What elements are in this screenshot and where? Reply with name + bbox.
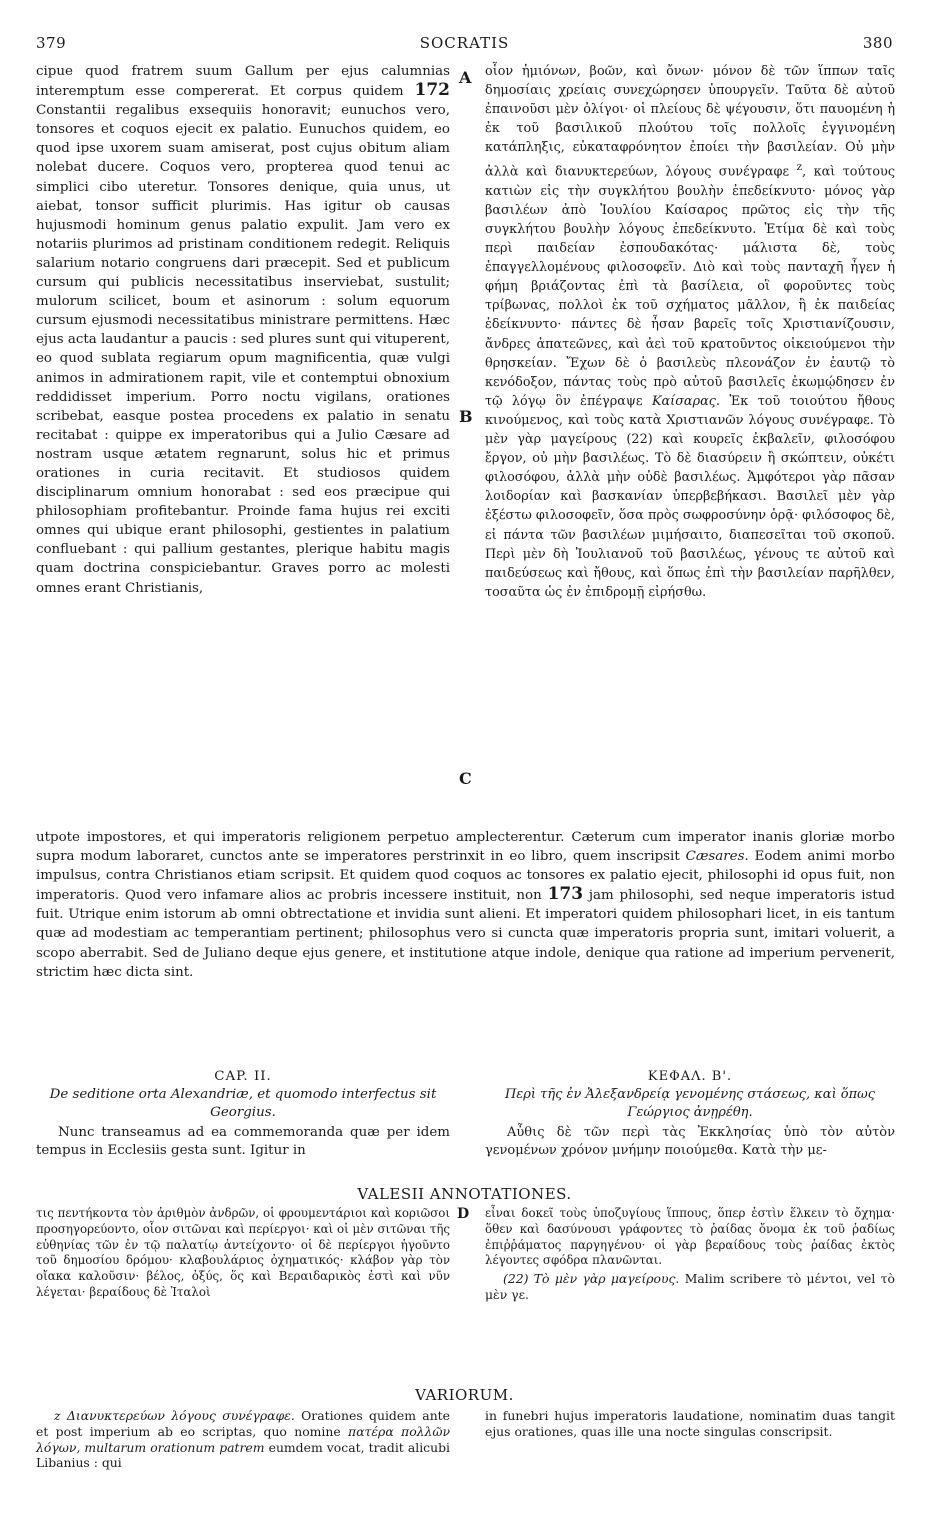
valesii-right: εἶναι δοκεῖ τοὺς ὑποζυγίους ἵππους, ὅπερ ἐστὶν ἕλκειν τὸ ὄχημα· ὅθεν καὶ δασύνουσι γράφοντες τὸ ῥαίδας ὄνομα ἐκ τοῦ ῥαδίως ἐπιῤῥάματος παργηγένου· οἱ γὰρ βεραίδους τοὺς ῥαίδας ἐκτὸς λέγοντες σφόδρα πλανῶνται. (22) Τὸ μὲν γὰρ μαγείρους. Malim scribere τὸ μέντοι, vel τὸ μὲν γε. bbox=[485, 1206, 895, 1302]
latin-title-caesares: Cæsares bbox=[685, 849, 745, 865]
page-header bbox=[36, 34, 893, 56]
chapter-greek bbox=[485, 1068, 895, 1160]
running-title: SOCRATIS bbox=[419, 34, 510, 52]
variorum-left: z Διανυκτερεύων λόγους συνέγραφε. Orationes quidem ante et post imperium ab eo scriptas, quo nomine πατέρα πολλῶν λόγων, multarum orationum patrem eumdem vocat, tradit alicubi Libanius : qui bbox=[36, 1408, 451, 1471]
valesii-left: τις πεντήκοντα τὸν ἀριθμὸν ἀνδρῶν, οἱ φρουμεντάριοι καὶ κοριῶσοι προσηγορεύοντο, οἷον σιτῶναι καὶ περίεργοι· καὶ οἱ μὲν σιτῶναι τῆς εὐθηνίας τῶν ἐν τῷ παλατίῳ ἀντείχοντο· οἱ δὲ περίεργοι ἡγοῦντο τοῦ δημοσίου δρόμου· κλαβουλάριος ὀχηματικός· κλάβον γὰρ τὸν οἴακα καλοῦσιν· βέλος, ὀξύς, ὅς καὶ Βεραιδαρικὸς ἐστὶ καὶ νῦν λέγεται· βεραίδους δὲ Ἰταλοὶ bbox=[36, 1206, 450, 1299]
chapter-subtitle-latin: De seditione orta Alexandriæ, et quomodo interfectus sit Georgius. bbox=[49, 1087, 437, 1120]
marker-d: D bbox=[457, 1206, 470, 1222]
chapter-title-latin: CAP. II. bbox=[214, 1069, 272, 1084]
right-page-number: 380 bbox=[862, 34, 893, 52]
left-page-number: 379 bbox=[36, 34, 67, 52]
variorum-right: in funebri hujus imperatoris laudatione, nominatim duas tangit ejus orationes, quas ille una nocte singulas conscripsit. bbox=[485, 1408, 895, 1439]
chapter-subtitle-greek: Περὶ τῆς ἐν Ἀλεξανδρείᾳ γενομένης στάσεως, καὶ ὅπως Γεώργιος ἀνῃρέθη. bbox=[504, 1087, 876, 1120]
chapter-title-greek: ΚΕΦΑΛ. Β'. bbox=[647, 1069, 733, 1084]
marginal-number-173: 173 bbox=[547, 884, 584, 905]
latin-paragraph: cipue quod fratrem suum Gallum per ejus calumnias interemptum esse compererat. Et corpus quidem 172 Constantii regalibus exsequiis honoravit; eunuchos vero, tonsores et coquos ejecit ex palatio. Eunuchos quidem, eo quod ipse uxorem suam amiserat, post cujus obitum aliam nolebat ducere. Coquos vero, propterea quod tenui ac simplici cibo uteretur. Tonsores denique, quia unus, ut aiebat, tonsor sufficit plurimis. Has igitur ob causas hujusmodi hominum genus palatio expulit. Jam vero ex notariis plurimos ad pristinam conditionem redegit. Reliquis salarium notario congruens dari præcepit. Sed et publicum cursum qui publicis necessitatibus inserviebat, sustulit; mulorum scilicet, boum et asinorum : solum equorum cursum ejusmodi necessitatibus ministrare permittens. Hæc ejus acta laudantur a paucis : sed plures sunt qui vituperent, eo quod sublata regiarum opum magnificentia, quæ vulgi animos in admirationem rapit, vile et contemptui obnoxium reddidisset imperium. Porro noctu vigilans, orationes scribebat, easque postea procedens ex palatio in senatu recitabat : quippe ex imperatoribus qui a Julio Cæsare ad nostram usque ætatem regnarunt, solus hic et primus orationes in curia recitavit. Et studiosos quidem disciplinarum omnium honorabat : sed eos præcipue qui philosophiam profitebantur. Proinde fama hujus rei exciti omnes qui ubique erant philosophi, gestientes in palatium confluebant : qui pallium gestantes, plerique habitu magis quam doctrina conspiciebantur. Graves porro ac molesti omnes erant Christianis, bbox=[36, 64, 450, 596]
latin-wide-paragraph: utpote impostores, et qui imperatoris religionem perpetuo amplecterentur. Cæterum cum imperator inanis gloriæ morbo supra modum laboraret, cunctos ante se imperatores perstrinxit in eo libro, quem inscripsit Cæsares. Eodem animi morbo impulsus, contra Christianos etiam scripsit. Et quidem quod coquos ac tonsores ex palatio ejecit, philosophi id opus fuit, non imperatoris. Quod vero infamare alios ac probris incessere instituit, non 173 jam philosophi, sed neque imperatoris istud fuit. Utrique enim istorum ab omni obtrectatione et invidia sunt alieni. Et imperatori quidem philosophari licet, in eis tantum quæ ad modestiam ac temperantiam pertinent; philosophus vero si cuncta quæ imperatoris propria sunt, imitari voluerit, a scopo aberrabit. Sed de Juliano deque ejus genere, et institutione atque indole, denique qua ratione ad imperium pervenerit, strictim hæc dicta sint. bbox=[36, 830, 895, 980]
greek-column-main bbox=[485, 62, 895, 602]
marker-a: A bbox=[459, 68, 472, 87]
chapter-body-latin: Nunc transeamus ad ea commemoranda quæ per idem tempus in Ecclesiis gesta sunt. Igitur in bbox=[36, 1125, 450, 1158]
marker-b: B bbox=[459, 407, 473, 426]
latin-column-main bbox=[36, 62, 450, 598]
valesii-title: VALESII ANNOTATIONES. bbox=[357, 1185, 572, 1203]
greek-title-caesares: Καίσαρας bbox=[651, 393, 716, 409]
variorum-title: VARIORUM. bbox=[415, 1386, 514, 1404]
footnote-22: (22) Τὸ μὲν γὰρ μαγείρους. Malim scribere τὸ μέντοι, vel τὸ μὲν γε. bbox=[485, 1271, 895, 1302]
chapter-latin bbox=[36, 1068, 450, 1160]
marginal-number-172: 172 bbox=[414, 80, 450, 101]
marker-c: C bbox=[459, 769, 472, 788]
footnote-ref-z: z bbox=[796, 160, 803, 174]
greek-paragraph: οἷον ἡμιόνων, βοῶν, καὶ ὄνων· μόνον δὲ τῶν ἵππων ταῖς δημοσίαις χρείαις συνεχώρησεν ὑπουργεῖν. Ταῦτα δὲ αὐτοῦ ἐπαινοῦσι μὲν ὀλίγοι· οἱ πλείους δὲ ψέγουσιν, ὅτι παυομένη ἡ ἐκ τοῦ βασιλικοῦ πλούτου τοῖς πολλοῖς ἐγγινομένη κατάπληξις, εὐκαταφρόνητον ἐποίει τὴν βασιλείαν. Οὐ μὴν ἀλλὰ καὶ διανυκτερεύων, λόγους συνέγραφε $^z$, καὶ τούτους κατιὼν εἰς τὴν συγκλήτου βουλὴν ἐπεδείκνυτο· μόνος γὰρ βασιλέων ἀπὸ Ἰουλίου Καίσαρος πρῶτος εἰς τὴν τῆς συγκλήτου βουλὴν λόγους ἐπεδείκνυτο. Ἐτίμα δὲ καὶ τοὺς περὶ παιδείαν ἐσπουδακότας· μάλιστα δὲ, τοὺς ἐπαγγελλομένους φιλοσοφεῖν. Διὸ καὶ τοὺς πανταχῆ ἦγεν ἡ φήμη βριάζοντας ἐπὶ τὰ βασίλεια, οἳ φοροῦντες τοὺς τρίβωνας, πολλοὶ ἐκ τοῦ σχήματος μᾶλλον, ἢ ἐκ παιδείας ἐδείκνυντο· πάντες δὲ ἦσαν βαρεῖς τοῖς Χριστιανίζουσιν, ἄνδρες ἀπατεῶνες, καὶ ἀεὶ τοῦ κρατοῦντος οἰκειούμενοι τὴν θρησκείαν. Ἔχων δὲ ὁ βασιλεὺς πλεονάζον ἐν ἑαυτῷ τὸ κενόδοξον, πάντας τοὺς πρὸ αὐτοῦ βασιλεῖς ἐκωμῴδησεν ἐν τῷ λόγῳ ὃν ἐπέγραψε Καίσαρας. Ἐκ τοῦ τοιούτου ἤθους κινούμενος, καὶ τοὺς κατὰ Χριστιανῶν λόγους συνέγραφε. Τὸ μὲν γὰρ μαγείρους (22) καὶ κουρεῖς ἐκβαλεῖν, φιλοσόφου ἔργον, οὐ μὴν βασιλέως. Τὸ δὲ διασύρειν ἢ σκώπτειν, οὐκέτι φιλοσόφου, ἀλλὰ μὴν οὐδὲ βασιλέως. Ἀμφότεροι γὰρ πᾶσαν λοιδορίαν καὶ βασκανίαν ὑπερβεβήκασι. Βασιλεῖ μὲν γὰρ ἐξέστω φιλοσοφεῖν, ὅσα πρὸς σωφροσύνην ὁρᾷ· φιλόσοφος δὲ, εἰ πάντα τῶν βασιλέων μιμήσαιτο, διαπεσεῖται τοῦ σκοποῦ. Περὶ μὲν δὴ Ἰουλιανοῦ τοῦ βασιλέως, γένους τε αὐτοῦ καὶ παιδεύσεως καὶ ἤθους, καὶ ὅπως ἐπὶ τὴν βασιλείαν παρῆλθεν, τοσαῦτα ὡς ἐν ἐπιδρομῇ εἰρήσθω. bbox=[485, 64, 896, 600]
chapter-body-greek: Αὖθις δὲ τῶν περὶ τὰς Ἐκκλησίας ὑπὸ τὸν αὐτὸν γενομένων χρόνον μνήμην ποιούμεθα. Κατὰ τὴν με- bbox=[485, 1125, 895, 1158]
